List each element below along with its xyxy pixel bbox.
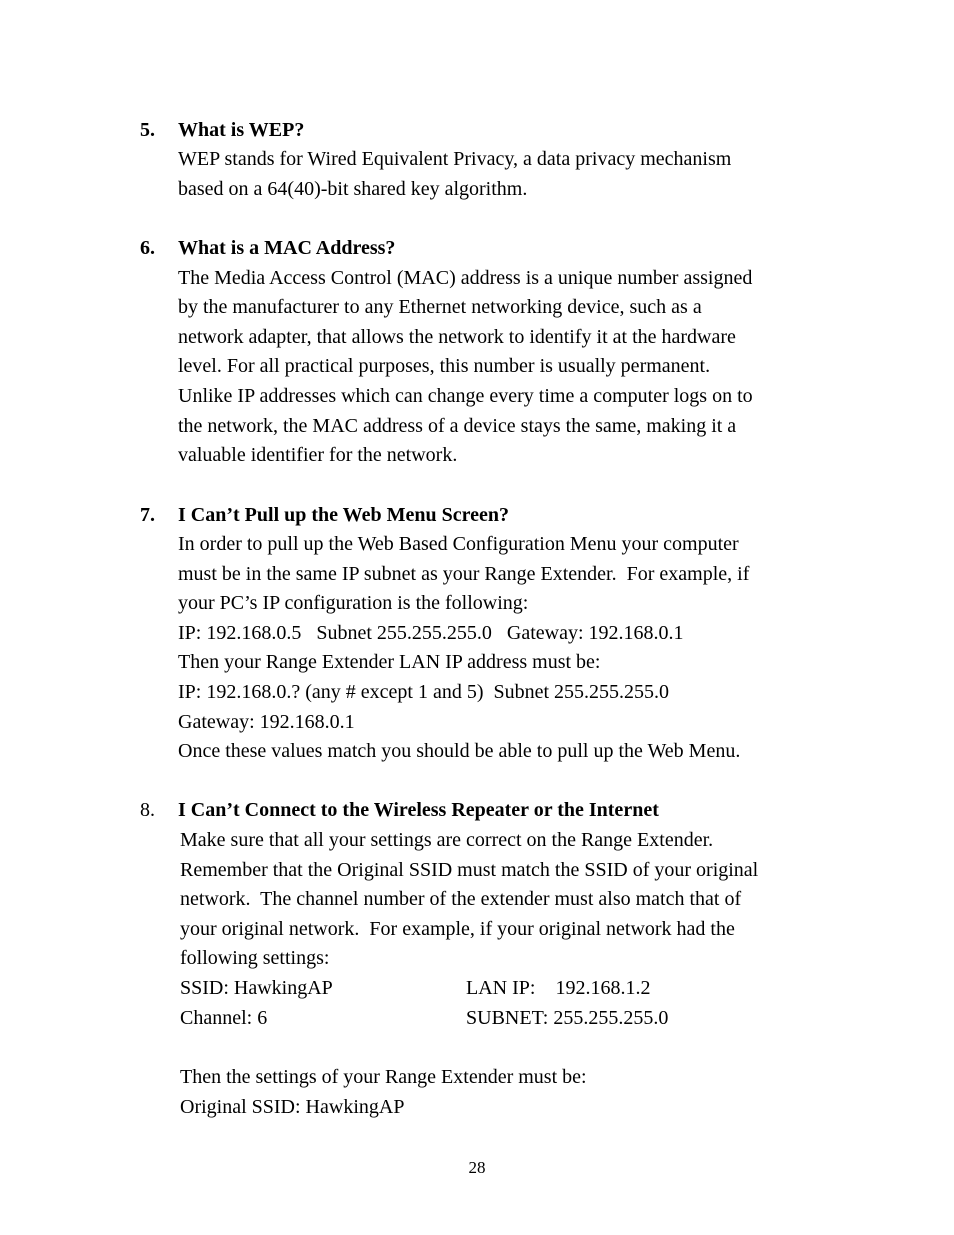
paragraph-line: Once these values match you should be able to pull up the Web Menu.	[178, 740, 741, 762]
paragraph-line: Unlike IP addresses which can change every time a computer logs on to	[178, 385, 753, 407]
section-title: What is a MAC Address?	[178, 237, 396, 259]
paragraph-line: In order to pull up the Web Based Configuration Menu your computer	[178, 533, 739, 555]
section-title: What is WEP?	[178, 119, 305, 141]
section-title: I Can’t Pull up the Web Menu Screen?	[178, 504, 509, 526]
paragraph-line: IP: 192.168.0.5 Subnet 255.255.255.0 Gateway: 192.168.0.1	[178, 622, 684, 644]
paragraph-line: network adapter, that allows the network to identify it at the hardware	[178, 326, 736, 348]
section-number: 7.	[140, 504, 155, 526]
paragraph-line: the network, the MAC address of a device stays the same, making it a	[178, 415, 737, 437]
paragraph-line: level. For all practical purposes, this number is usually permanent.	[178, 355, 711, 377]
paragraph-line: Remember that the Original SSID must match the SSID of your original	[180, 859, 759, 881]
setting-lan-ip: LAN IP: 192.168.1.2	[466, 977, 651, 999]
paragraph-line: IP: 192.168.0.? (any # except 1 and 5) Subnet 255.255.255.0	[178, 681, 670, 703]
paragraph-line: must be in the same IP subnet as your Range Extender. For example, if	[178, 563, 750, 585]
section-title: I Can’t Connect to the Wireless Repeater or the Internet	[178, 799, 659, 821]
paragraph-line: Original SSID: HawkingAP	[180, 1096, 405, 1118]
setting-channel: Channel: 6	[180, 1007, 268, 1029]
paragraph-line: Then your Range Extender LAN IP address must be:	[178, 651, 601, 673]
paragraph-line: your original network. For example, if your original network had the	[180, 918, 735, 940]
page-number: 28	[468, 1158, 486, 1177]
paragraph-line: your PC’s IP configuration is the following:	[178, 592, 529, 614]
paragraph-line: The Media Access Control (MAC) address is a unique number assigned	[178, 267, 753, 289]
paragraph-line: Make sure that all your settings are correct on the Range Extender.	[180, 829, 714, 851]
section-number: 6.	[140, 237, 155, 259]
paragraph-line: network. The channel number of the extender must also match that of	[180, 888, 742, 910]
paragraph-line: Gateway: 192.168.0.1	[178, 711, 355, 733]
paragraph-line: Then the settings of your Range Extender must be:	[180, 1066, 587, 1088]
setting-ssid: SSID: HawkingAP	[180, 977, 333, 999]
paragraph-line: by the manufacturer to any Ethernet networking device, such as a	[178, 296, 702, 318]
section-number: 5.	[140, 119, 155, 141]
paragraph-line: following settings:	[180, 947, 330, 969]
paragraph-line: valuable identifier for the network.	[178, 444, 458, 466]
paragraph-line: based on a 64(40)-bit shared key algorithm.	[178, 178, 528, 200]
setting-subnet: SUBNET: 255.255.255.0	[466, 1007, 669, 1029]
section-number: 8.	[140, 799, 155, 821]
paragraph-line: WEP stands for Wired Equivalent Privacy, a data privacy mechanism	[178, 148, 732, 170]
